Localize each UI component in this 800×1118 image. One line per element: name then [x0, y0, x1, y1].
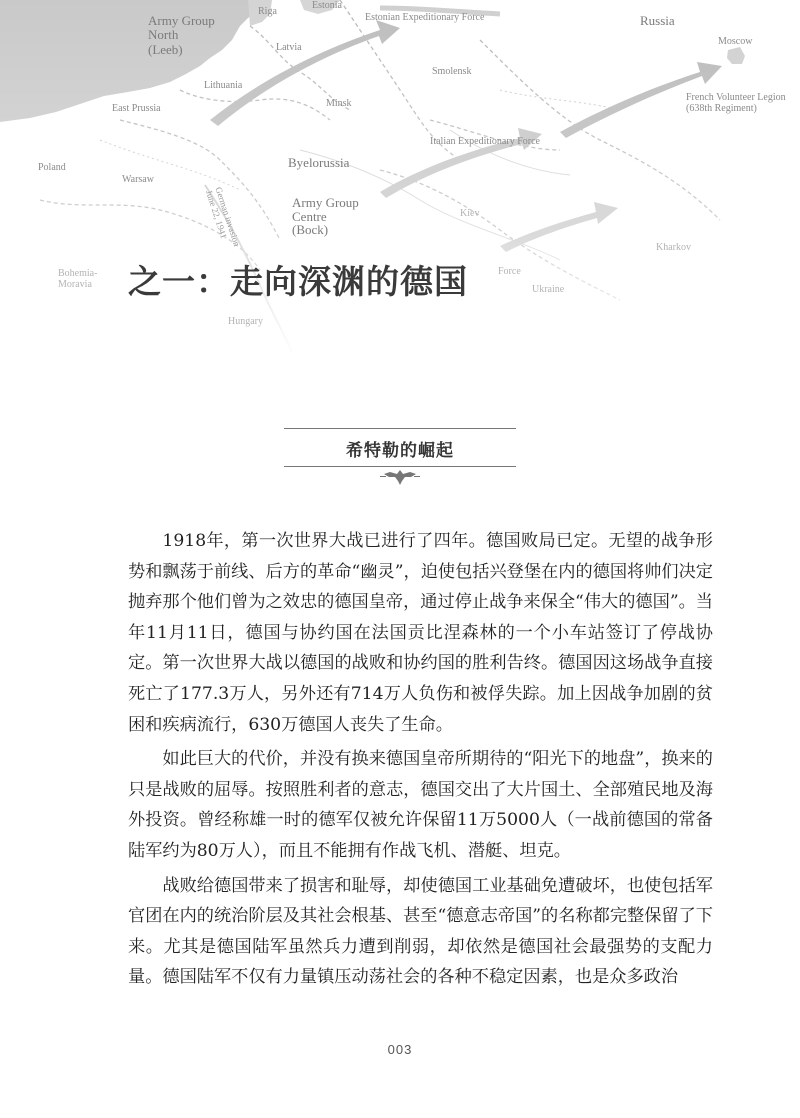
map-label-smolensk: Smolensk	[432, 66, 472, 77]
map-label-hungary: Hungary	[228, 316, 263, 327]
map-graphic	[0, 0, 800, 360]
map-label-poland: Poland	[38, 162, 66, 173]
map-header	[0, 0, 800, 360]
paragraph-1: 1918年，第一次世界大战已进行了四年。德国败局已定。无望的战争形势和飘荡于前线、后方的革命“幽灵”，迫使包括兴登堡在内的德国将帅们决定抛弃那个他们曾为之效忠的德国皇帝，通过停止战争来保全“伟大的德国”。当年11月11日，德国与协约国在法国贡比涅森林的一个小车站签订了停战协定。第一次世界大战以德国的战败和协约国的胜利告终。德国因这场战争直接死亡了177.3万人，另外还有714万人负伤和被俘失踪。加上因战争加剧的贫困和疾病流行，630万德国人丧失了生命。	[128, 531, 713, 735]
map-label-army-group-centre: Army Group Centre (Bock)	[292, 195, 359, 238]
map-label-ukraine: Ukraine	[532, 284, 565, 295]
section-rule-top	[284, 428, 516, 429]
page-number: 003	[387, 1042, 413, 1057]
chapter-title: 之一：走向深渊的德国	[128, 262, 468, 301]
map-label-french-legion: French Volunteer Legion (638th Regiment)	[686, 92, 786, 114]
map-label-army-group-north: Army Group North (Leeb)	[148, 13, 215, 57]
map-label-latvia: Latvia	[276, 42, 302, 53]
map-label-kiev: Kiev	[460, 208, 480, 219]
map-label-invasion-note: German invasion June 22, 1941	[204, 185, 243, 248]
map-label-estonia: Estonia	[312, 0, 342, 11]
map-label-kharkov: Kharkov	[656, 242, 691, 253]
paragraph-3: 战败给德国带来了损害和耻辱，却使德国工业基础免遭破坏，也使包括军官团在内的统治阶层及其社会根基、甚至“德意志帝国”的名称都完整保留了下来。尤其是德国陆军虽然兵力遭到削弱，却依然是德国社会最强势的支配力量。德国陆军不仅有力量镇压动荡社会的各种不稳定因素，也是众多政治	[128, 875, 713, 988]
map-label-riga: Riga	[258, 6, 277, 17]
map-label-east-prussia: East Prussia	[112, 103, 161, 114]
map-label-estonian-force: Estonian Expeditionary Force	[365, 12, 485, 23]
map-label-moscow: Moscow	[718, 36, 753, 47]
map-label-lithuania: Lithuania	[204, 80, 243, 91]
eagle-emblem-icon	[380, 468, 420, 486]
map-label-italian-force: Italian Expeditionary Force	[430, 136, 540, 147]
map-label-force: Force	[498, 266, 521, 277]
body-text	[128, 526, 713, 997]
map-label-byelorussia: Byelorussia	[288, 155, 350, 170]
section-heading	[284, 428, 516, 488]
section-title: 希特勒的崛起	[346, 441, 454, 461]
section-rule-bottom	[284, 466, 516, 467]
map-label-bohemia: Bohemia- Moravia	[58, 268, 98, 290]
paragraph-2: 如此巨大的代价，并没有换来德国皇帝所期待的“阳光下的地盘”，换来的只是战败的屈辱。按照胜利者的意志，德国交出了大片国土、全部殖民地及海外投资。曾经称雄一时的德军仅被允许保留11万5000人（一战前德国的常备陆军约为80万人），而且不能拥有作战飞机、潜艇、坦克。	[128, 749, 713, 861]
map-label-russia: Russia	[640, 13, 675, 28]
map-label-minsk: Minsk	[326, 98, 352, 109]
map-label-warsaw: Warsaw	[122, 174, 154, 185]
